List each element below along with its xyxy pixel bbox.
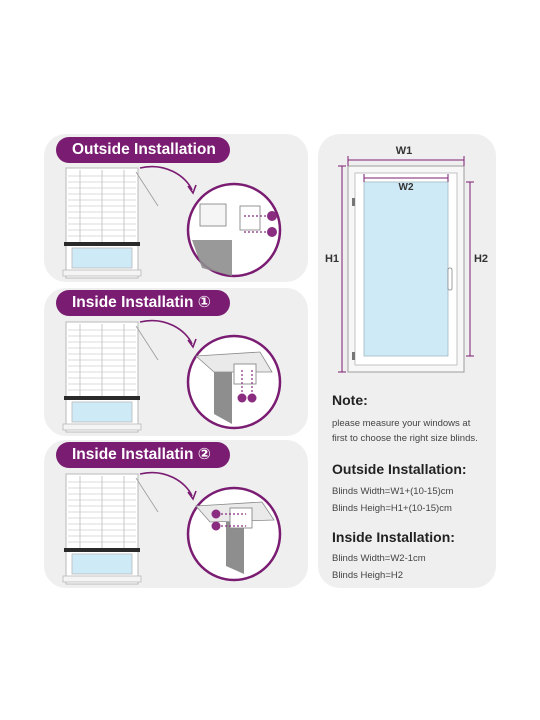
inside-1-blind-illustration (63, 321, 280, 432)
w1-label: W1 (395, 145, 413, 157)
note-title: Note: (332, 392, 368, 408)
outside-installation-title: Outside Installation (56, 137, 230, 163)
inside-installation-2-title: Inside Installatin ② (56, 442, 230, 468)
inside-2-blind-illustration (63, 473, 280, 584)
outside-section-title: Outside Installation: (332, 461, 467, 477)
outside-width-formula: Blinds Width=W1+(10-15)cm (332, 486, 454, 497)
w2-label: W2 (398, 182, 414, 193)
note-line-2: first to choose the right size blinds. (332, 433, 478, 444)
inside-height-formula: Blinds Heigh=H2 (332, 570, 404, 581)
inside-section-title: Inside Installation: (332, 529, 455, 545)
inside-width-formula: Blinds Width=W2-1cm (332, 553, 426, 564)
window-measurement-diagram (325, 145, 488, 372)
inside-installation-1-title: Inside Installatin ① (56, 290, 230, 316)
h1-label: H1 (324, 253, 340, 265)
outside-height-formula: Blinds Heigh=H1+(10-15)cm (332, 503, 452, 514)
outside-blind-illustration (63, 167, 280, 278)
h2-label: H2 (473, 253, 489, 265)
note-line-1: please measure your windows at (332, 418, 471, 429)
